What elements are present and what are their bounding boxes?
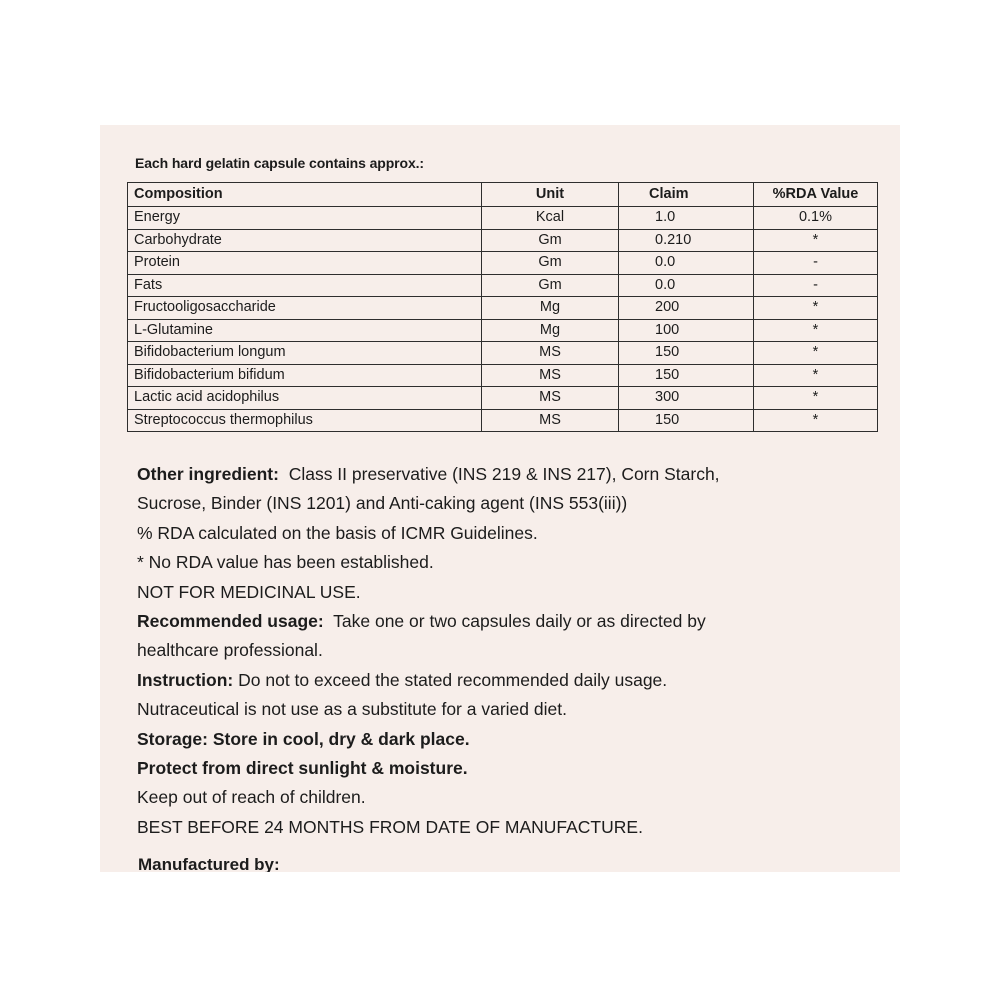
cell-unit: Gm: [482, 229, 619, 252]
best-before-note: BEST BEFORE 24 MONTHS FROM DATE OF MANUFACTURE.: [137, 816, 643, 837]
table-row: [128, 207, 878, 230]
cell-composition: Bifidobacterium longum: [128, 342, 482, 365]
header-unit: Unit: [482, 183, 619, 207]
cell-rda-value: -: [754, 252, 878, 275]
cell-claim: 100: [619, 319, 754, 342]
cell-composition: L-Glutamine: [128, 319, 482, 342]
cell-composition: Fructooligosaccharide: [128, 297, 482, 320]
table-row: [128, 252, 878, 275]
table-row: [128, 297, 878, 320]
recommended-usage-continued: healthcare professional.: [137, 640, 323, 661]
cell-claim: 150: [619, 409, 754, 432]
cell-composition: Carbohydrate: [128, 229, 482, 252]
cell-unit: MS: [482, 409, 619, 432]
cell-rda-value: *: [754, 229, 878, 252]
cell-rda-value: 0.1%: [754, 207, 878, 230]
children-note: Keep out of reach of children.: [137, 787, 366, 808]
header-claim: Claim: [619, 183, 754, 207]
product-label: [100, 125, 900, 872]
table-row: [128, 342, 878, 365]
not-medicinal-note: NOT FOR MEDICINAL USE.: [137, 581, 361, 602]
instruction-line: [137, 666, 857, 695]
cell-claim: 1.0: [619, 207, 754, 230]
cell-composition: Streptococcus thermophilus: [128, 409, 482, 432]
recommended-usage-line: [137, 607, 857, 636]
cell-unit: Mg: [482, 319, 619, 342]
instruction-label: Instruction:: [137, 669, 234, 690]
cell-claim: 150: [619, 342, 754, 365]
cell-claim: 200: [619, 297, 754, 320]
cell-rda-value: *: [754, 364, 878, 387]
other-ingredient-text: Class II preservative (INS 219 & INS 217), Corn Starch,: [288, 464, 720, 484]
other-ingredient-continued: Sucrose, Binder (INS 1201) and Anti-caking agent (INS 553(iii)): [137, 493, 628, 514]
cell-unit: Kcal: [482, 207, 619, 230]
manufactured-by-label: Manufactured by:: [138, 855, 280, 872]
cell-rda-value: *: [754, 297, 878, 320]
cell-rda-value: *: [754, 409, 878, 432]
table-body: [128, 207, 878, 432]
cell-claim: 150: [619, 364, 754, 387]
cell-unit: Gm: [482, 274, 619, 297]
protect-text: Protect from direct sunlight & moisture.: [137, 758, 468, 779]
composition-table: [127, 182, 878, 432]
no-rda-note: * No RDA value has been established.: [137, 552, 434, 573]
cell-claim: 0.0: [619, 252, 754, 275]
cell-composition: Lactic acid acidophilus: [128, 387, 482, 410]
cell-unit: Gm: [482, 252, 619, 275]
instruction-text: Do not to exceed the stated recommended daily usage.: [238, 669, 668, 690]
table-row: [128, 319, 878, 342]
other-ingredient-line: [137, 460, 857, 489]
table-caption: Each hard gelatin capsule contains approx.:: [135, 155, 424, 171]
storage-note: [137, 725, 857, 754]
cell-claim: 0.0: [619, 274, 754, 297]
header-composition: Composition: [128, 183, 482, 207]
recommended-usage-text: Take one or two capsules daily or as directed by: [333, 611, 706, 632]
cell-unit: Mg: [482, 297, 619, 320]
table-row: [128, 364, 878, 387]
cell-composition: Protein: [128, 252, 482, 275]
cell-claim: 0.210: [619, 229, 754, 252]
cell-rda-value: *: [754, 342, 878, 365]
instruction-continued: Nutraceutical is not use as a substitute for a varied diet.: [137, 699, 567, 720]
header-rda-value: %RDA Value: [754, 183, 878, 207]
cell-unit: MS: [482, 342, 619, 365]
recommended-usage-label: Recommended usage:: [137, 611, 324, 632]
label-notes: [137, 460, 857, 842]
table-row: [128, 387, 878, 410]
other-ingredient-label: Other ingredient:: [137, 464, 279, 484]
cell-unit: MS: [482, 387, 619, 410]
cell-claim: 300: [619, 387, 754, 410]
cell-composition: Fats: [128, 274, 482, 297]
table-header-row: [128, 183, 878, 207]
cell-unit: MS: [482, 364, 619, 387]
cell-rda-value: -: [754, 274, 878, 297]
storage-text: Storage: Store in cool, dry & dark place.: [137, 728, 470, 749]
rda-basis-note: % RDA calculated on the basis of ICMR Guidelines.: [137, 522, 538, 543]
protect-note: [137, 754, 857, 783]
cell-rda-value: *: [754, 319, 878, 342]
table-row: [128, 409, 878, 432]
cell-composition: Energy: [128, 207, 482, 230]
table-row: [128, 274, 878, 297]
cell-composition: Bifidobacterium bifidum: [128, 364, 482, 387]
cell-rda-value: *: [754, 387, 878, 410]
table-row: [128, 229, 878, 252]
